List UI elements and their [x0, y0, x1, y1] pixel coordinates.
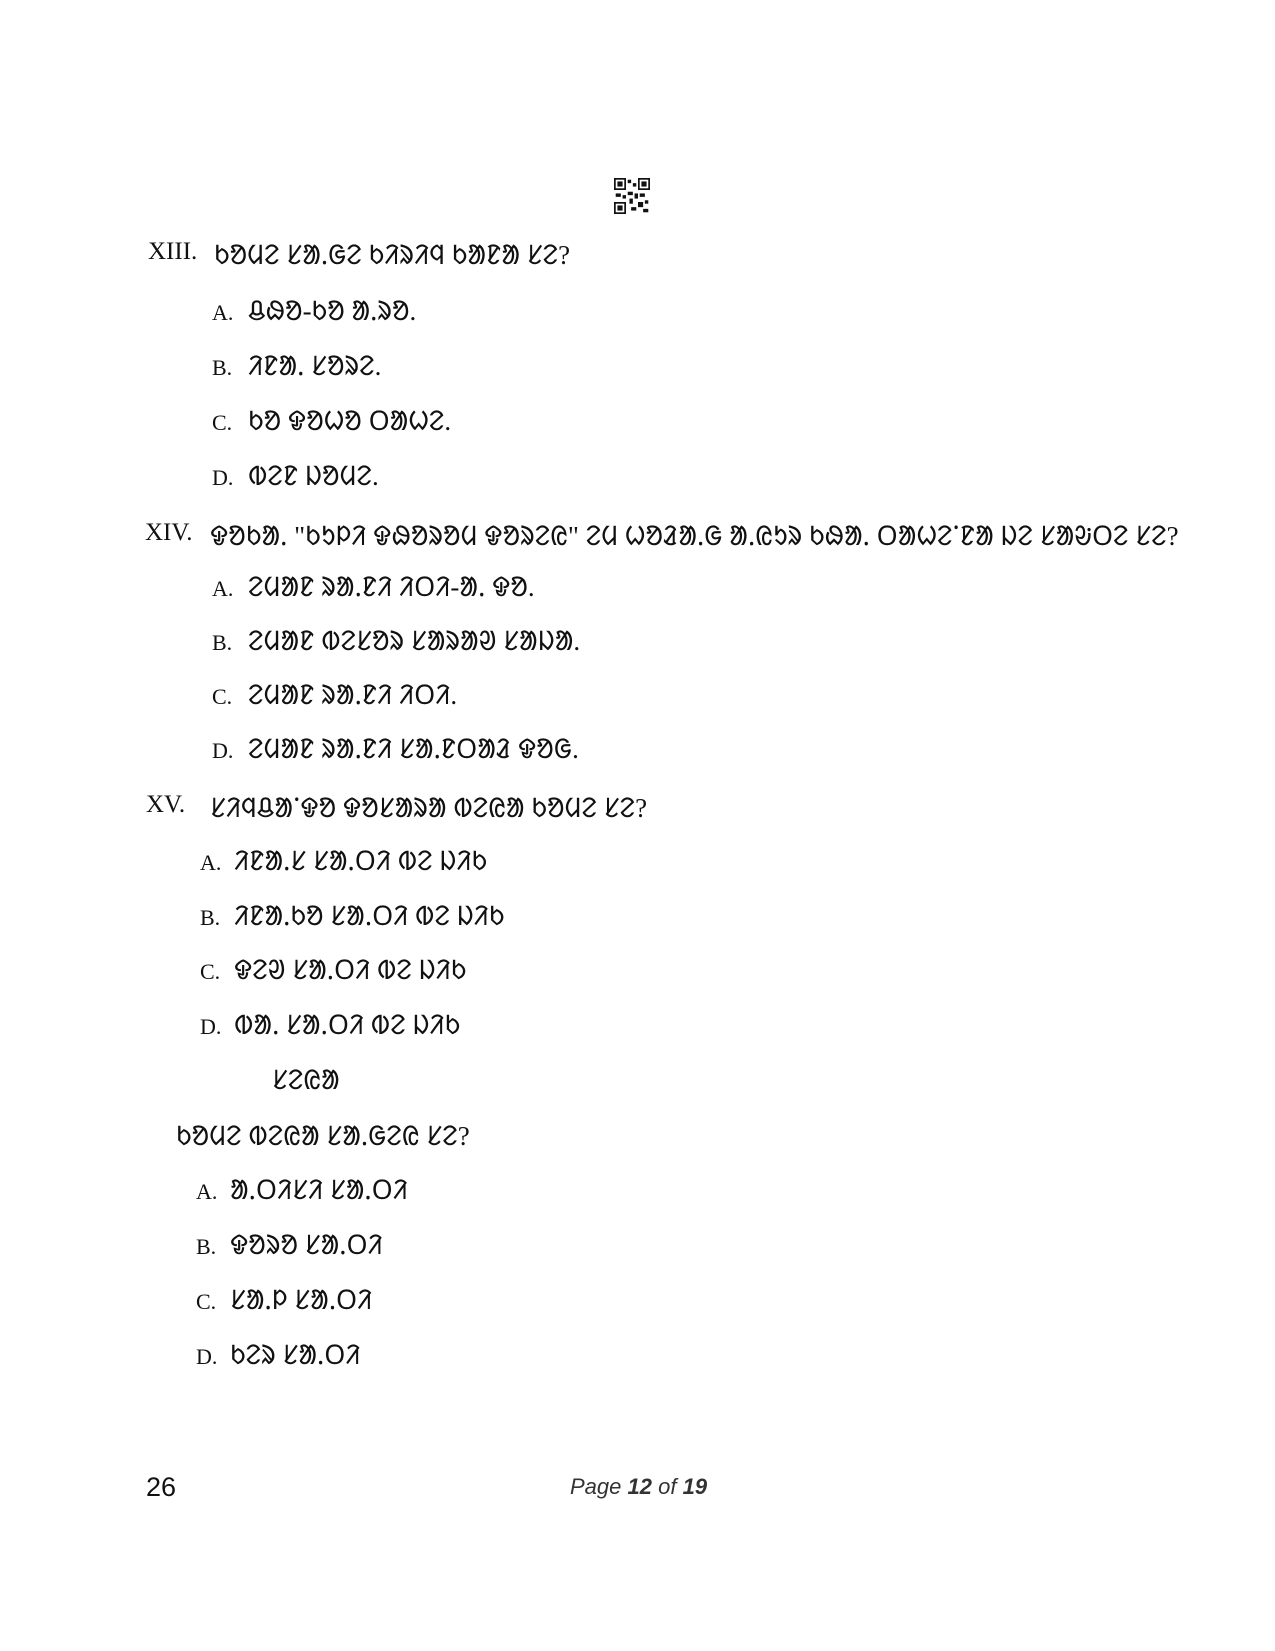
option-text: ᱮᱢᱟᱱ ᱨᱟᱹᱱᱤ ᱤᱛᱤ. — [248, 680, 458, 710]
option-text: ᱠᱚ ᱫᱚᱦᱚ ᱛᱟᱦᱮ. — [248, 406, 452, 436]
option-text: ᱵᱮᱱ ᱡᱚᱢᱮ. — [248, 461, 379, 491]
option-letter: C. — [212, 410, 233, 435]
question-text: ᱫᱚᱠᱟᱹ "ᱠᱩᱞᱤ ᱫᱷᱚᱨᱚᱢ ᱫᱚᱨᱮᱭ" ᱮᱢ ᱦᱚᱲᱟᱹᱜ ᱟᱹᱭᱩᱨ ᱠᱷᱟᱹ ᱛᱟᱦᱮᱸᱱᱟ ᱡᱮ ᱥᱟᱶᱛᱮ ᱥᱮ? — [210, 521, 1179, 551]
option-letter: A. — [212, 576, 234, 601]
option-text: ᱮᱢᱟᱱ ᱨᱟᱹᱱᱤ ᱥᱟᱹᱱᱛᱟᱲ ᱫᱚᱜ. — [248, 734, 579, 764]
option-text: ᱤᱱᱟᱹ ᱥᱚᱨᱮ. — [248, 351, 382, 381]
option-letter: C. — [212, 684, 233, 709]
option-text: ᱮᱢᱟᱱ ᱨᱟᱹᱱᱤ ᱤᱛᱤ-ᱟᱹ ᱫᱚ. — [248, 572, 535, 602]
option-letter: D. — [212, 465, 234, 490]
option-text: ᱪᱷᱚ-ᱠᱚ ᱟᱹᱨᱚ. — [248, 296, 417, 326]
page-total: 19 — [682, 1474, 708, 1499]
question-number: XIV. — [145, 519, 193, 546]
question-number: XIII. — [148, 238, 198, 265]
option-letter: A. — [200, 850, 222, 875]
question-text: ᱠᱚᱢᱮ ᱥᱟᱹᱜᱮ ᱠᱤᱨᱤᱧ ᱠᱟᱱᱟ ᱥᱮ? — [214, 240, 571, 270]
option-text: ᱫᱮᱣ ᱥᱟᱹᱛᱤ ᱵᱮ ᱡᱤᱠ — [234, 955, 467, 985]
option-letter: D. — [196, 1344, 218, 1369]
option-text: ᱵᱟᱹ ᱥᱟᱹᱛᱤ ᱵᱮ ᱡᱤᱠ — [234, 1010, 461, 1040]
option-letter: B. — [212, 355, 233, 380]
question-text: ᱠᱚᱢᱮ ᱵᱮᱭᱟ ᱥᱟᱹᱜᱮᱭ ᱥᱮ? — [176, 1121, 470, 1151]
paper-code: 26 — [146, 1472, 177, 1502]
option-text: ᱫᱚᱨᱚ ᱥᱟᱹᱛᱤ — [230, 1230, 383, 1260]
or-separator: ᱥᱮᱭᱟ — [272, 1065, 340, 1095]
option-letter: A. — [196, 1179, 218, 1204]
question-text: ᱥᱤᱧᱪᱟᱸᱫᱚ ᱫᱚᱥᱟᱨᱟ ᱵᱮᱭᱟ ᱠᱚᱢᱮ ᱥᱮ? — [210, 793, 648, 823]
option-letter: A. — [212, 300, 234, 325]
option-letter: D. — [200, 1014, 222, 1039]
page-prefix: Page — [570, 1474, 622, 1499]
page-indicator — [570, 1474, 707, 1500]
qr-code-icon — [614, 178, 650, 214]
page-current: 12 — [627, 1474, 652, 1499]
option-text: ᱥᱟᱹᱞ ᱥᱟᱹᱛᱤ — [230, 1285, 373, 1315]
option-letter: D. — [212, 738, 234, 763]
page-of: of — [658, 1474, 677, 1499]
option-letter: C. — [200, 959, 221, 984]
option-text: ᱤᱱᱟᱹᱠᱚ ᱥᱟᱹᱛᱤ ᱵᱮ ᱡᱤᱠ — [234, 901, 505, 931]
option-text: ᱟᱹᱛᱤᱥᱤ ᱥᱟᱹᱛᱤ — [230, 1175, 408, 1205]
question-number: XV. — [146, 791, 186, 818]
option-text: ᱤᱱᱟᱹᱥ ᱥᱟᱹᱛᱤ ᱵᱮ ᱡᱤᱠ — [234, 846, 488, 876]
option-text: ᱠᱮᱨ ᱥᱟᱹᱛᱤ — [230, 1340, 361, 1370]
option-letter: B. — [200, 905, 221, 930]
option-letter: C. — [196, 1289, 217, 1314]
option-letter: B. — [212, 630, 233, 655]
option-text: ᱮᱢᱟᱱ ᱵᱮᱥᱚᱨ ᱥᱟᱨᱟᱣ ᱥᱟᱡᱟ. — [248, 626, 581, 656]
option-letter: B. — [196, 1234, 217, 1259]
